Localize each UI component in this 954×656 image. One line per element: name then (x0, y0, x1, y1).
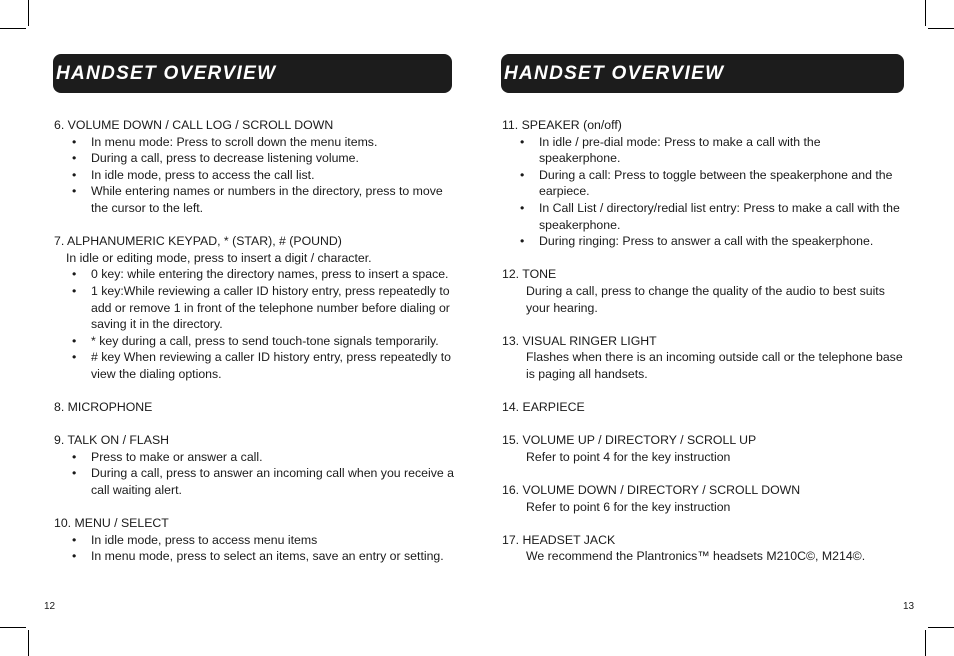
right-page (477, 0, 954, 656)
section-heading: 14. EARPIECE (502, 400, 585, 415)
section-heading: 11. SPEAKER (on/off) (502, 118, 622, 132)
section (502, 482, 904, 515)
section (54, 432, 454, 498)
section-heading: 10. MENU / SELECT (54, 516, 169, 531)
section-intro: In idle or editing mode, press to insert a digit / character. (66, 250, 372, 265)
section-heading: 8. MICROPHONE (54, 400, 153, 415)
bullet-list (54, 266, 454, 382)
section (54, 515, 454, 565)
section (502, 532, 904, 565)
bullet-item: • # key When reviewing a caller ID history entry, press repeatedly to view the dialing options. (54, 349, 454, 382)
section (54, 233, 454, 382)
bullet-item: • Press to make or answer a call. (54, 449, 454, 466)
bullet-item: • 0 key: while entering the directory names, press to insert a space. (54, 266, 454, 283)
section-description: Refer to point 4 for the key instruction (526, 449, 731, 464)
section (502, 432, 904, 465)
bullet-item: • In menu mode: Press to scroll down the menu items. (54, 134, 454, 151)
bullet-item: • While entering names or numbers in the directory, press to move the cursor to the left. (54, 183, 454, 216)
bullet-item: • During a call: Press to toggle between the speakerphone and the earpiece. (502, 167, 904, 200)
section-heading: 13. VISUAL RINGER LIGHT (502, 333, 657, 348)
section-description: We recommend the Plantronics™ headsets M210C©, M214©. (526, 549, 866, 564)
bullet-item: • In idle mode, press to access menu items (54, 532, 454, 549)
section (502, 117, 904, 250)
bullet-list (54, 532, 454, 565)
bullet-item: • During ringing: Press to answer a call with the speakerphone. (502, 233, 904, 250)
section-heading: 16. VOLUME DOWN / DIRECTORY / SCROLL DOWN (502, 483, 801, 498)
bullet-item: • In idle / pre-dial mode: Press to make a call with the speakerphone. (502, 134, 904, 167)
left-content (54, 117, 454, 582)
bullet-item: • During a call, press to answer an incoming call when you receive a call waiting alert. (54, 465, 454, 498)
page-title-banner: HANDSET OVERVIEW (53, 54, 452, 93)
section (502, 333, 904, 383)
page-number: 13 (903, 601, 915, 612)
bullet-item: • * key during a call, press to send touch-tone signals temporarily. (54, 333, 454, 350)
bullet-list (502, 134, 904, 250)
section (54, 399, 454, 416)
section-heading: 15. VOLUME UP / DIRECTORY / SCROLL UP (502, 433, 757, 448)
bullet-item: • 1 key:While reviewing a caller ID history entry, press repeatedly to add or remove 1 in front of the telephone number before dialing or saving it in the directory. (54, 283, 454, 333)
section-description: Refer to point 6 for the key instruction (526, 499, 731, 514)
bullet-item: • In Call List / directory/redial list entry: Press to make a call with the speakerphone. (502, 200, 904, 233)
bullet-item: • In idle mode, press to access the call list. (54, 167, 454, 184)
section-description: Flashes when there is an incoming outside call or the telephone base is paging all handsets. (526, 350, 903, 381)
section-heading: 9. TALK ON / FLASH (54, 433, 170, 448)
bullet-list (54, 134, 454, 217)
section-description: During a call, press to change the quality of the audio to best suits your hearing. (526, 283, 885, 315)
section-heading: 12. TONE (502, 267, 557, 282)
right-content (502, 117, 904, 582)
bullet-item: • During a call, press to decrease listening volume. (54, 150, 454, 167)
section (54, 117, 454, 217)
bullet-item: • In menu mode, press to select an items, save an entry or setting. (54, 548, 454, 565)
section-heading: 7. ALPHANUMERIC KEYPAD, * (STAR), # (POUND) (54, 234, 342, 249)
page-number: 12 (44, 601, 56, 612)
bullet-list (54, 449, 454, 499)
section-heading: 6. VOLUME DOWN / CALL LOG / SCROLL DOWN (54, 118, 334, 132)
section-heading: 17. HEADSET JACK (502, 532, 616, 547)
section (502, 399, 904, 416)
page-title-banner: HANDSET OVERVIEW (501, 54, 904, 93)
section (502, 266, 904, 316)
